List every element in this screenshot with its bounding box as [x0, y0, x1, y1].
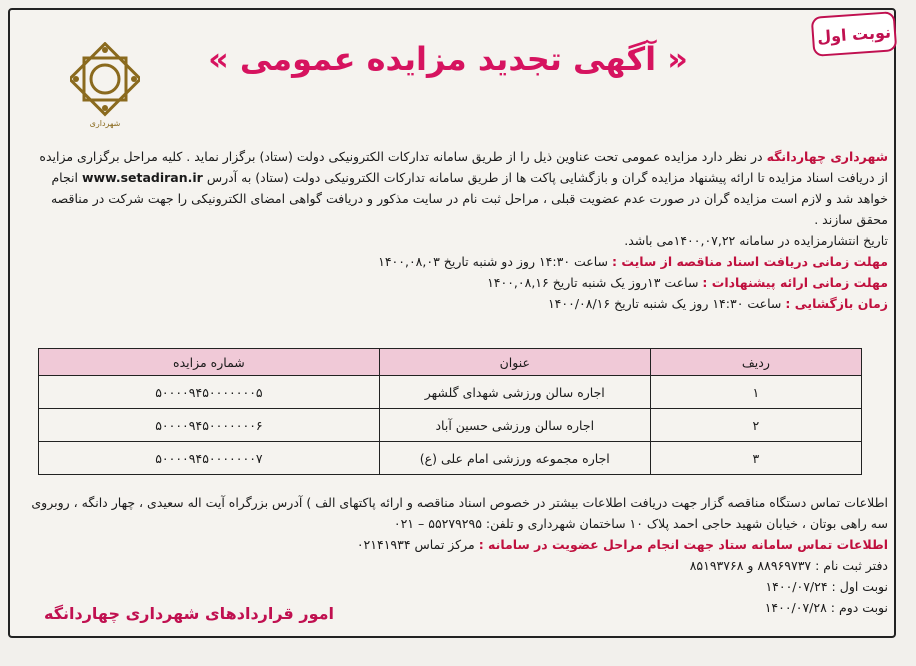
row-auction-number: ۵۰۰۰۰۹۴۵۰۰۰۰۰۰۰۷ — [39, 442, 380, 475]
header-title: عنوان — [379, 349, 650, 376]
notice-page — [8, 8, 908, 648]
row-title: اجاره سالن ورزشی حسین آباد — [379, 409, 650, 442]
setad-contact: اطلاعات تماس سامانه ستاد جهت انجام مراحل عضویت در سامانه : مرکز تماس ۰۲۱۴۱۹۳۴ — [356, 537, 888, 552]
notice-footer — [30, 492, 888, 618]
header-auction-number: شماره مزایده — [39, 349, 380, 376]
row-number: ۱ — [650, 376, 861, 409]
municipality-logo-icon — [70, 42, 140, 132]
deadline-proposals: مهلت زمانی ارائه پیشنهادات : ساعت ۱۳روز یک شنبه تاریخ ۱۴۰۰,۰۸,۱۶ — [487, 275, 888, 290]
row-title: اجاره مجموعه ورزشی امام علی (ع) — [379, 442, 650, 475]
signature: امور قراردادهای شهرداری چهاردانگه — [44, 604, 334, 623]
row-number: ۳ — [650, 442, 861, 475]
table-header-row — [39, 349, 862, 376]
header-row-number: ردیف — [650, 349, 861, 376]
notice-title: « آگهی تجدید مزایده عمومی » — [208, 40, 688, 78]
row-auction-number: ۵۰۰۰۰۹۴۵۰۰۰۰۰۰۰۵ — [39, 376, 380, 409]
turn-badge: نوبت اول — [811, 11, 898, 57]
org-name: شهرداری چهاردانگه — [766, 149, 888, 164]
publish-date: تاریخ انتشارمزایده در سامانه ۱۴۰۰,۰۷,۲۲می باشد. — [624, 233, 888, 248]
second-publish-date: نوبت دوم : ۱۴۰۰/۰۷/۲۸ — [764, 600, 888, 615]
first-publish-date: نوبت اول : ۱۴۰۰/۰۷/۲۴ — [765, 579, 888, 594]
table-row — [39, 376, 862, 409]
svg-text:شهرداری: شهرداری — [89, 119, 121, 128]
row-title: اجاره سالن ورزشی شهدای گلشهر — [379, 376, 650, 409]
row-auction-number: ۵۰۰۰۰۹۴۵۰۰۰۰۰۰۰۶ — [39, 409, 380, 442]
intro-paragraph: شهرداری چهاردانگه در نظر دارد مزایده عمومی تحت عناوین ذیل را از طریق سامانه تدارکات الکترونیکی دولت (ستاد) برگزار نماید . کلیه مراحل برگزاری مزایده از دریافت اسناد مزایده تا ارائه پیشنهاد مزایده گران و بازگشایی پاکت ها از طریق سامانه تدارکات الکترونیکی دولت (ستاد) به آدرس www.setadiran.ir انجام خواهد شد و لازم است مزایده گران در صورت عدم عضویت قبلی ، مراحل ثبت نام در سایت مذکور و دریافت گواهی امضای الکترونیکی را جهت شرکت در مناقصه محقق سازند . — [39, 149, 888, 227]
opening-time: زمان بازگشایی : ساعت ۱۴:۳۰ روز یک شنبه تاریخ ۱۴۰۰/۰۸/۱۶ — [547, 296, 888, 311]
table-row — [39, 442, 862, 475]
setad-url-link[interactable]: www.setadiran.ir — [81, 170, 203, 185]
deadline-documents: مهلت زمانی دریافت اسناد مناقصه از سایت : ساعت ۱۴:۳۰ روز دو شنبه تاریخ ۱۴۰۰,۰۸,۰۳ — [378, 254, 888, 269]
table-row — [39, 409, 862, 442]
registration-office: دفتر ثبت نام : ۸۸۹۶۹۷۳۷ و ۸۵۱۹۳۷۶۸ — [689, 558, 888, 573]
auction-table — [38, 348, 862, 475]
contact-info: اطلاعات تماس دستگاه مناقصه گزار جهت دریافت اطلاعات بیشتر در خصوص اسناد مناقصه و ارائه پاکتهای الف ) آدرس بزرگراه آیت اله سعیدی ، چهار دانگه ، روبروی سه راهی بوتان ، خیابان شهید حاجی احمد پلاک ۱۰ ساختمان شهرداری و تلفن: ۵۵۲۷۹۲۹۵ – ۰۲۱ — [31, 495, 888, 531]
notice-body — [30, 146, 888, 314]
row-number: ۲ — [650, 409, 861, 442]
